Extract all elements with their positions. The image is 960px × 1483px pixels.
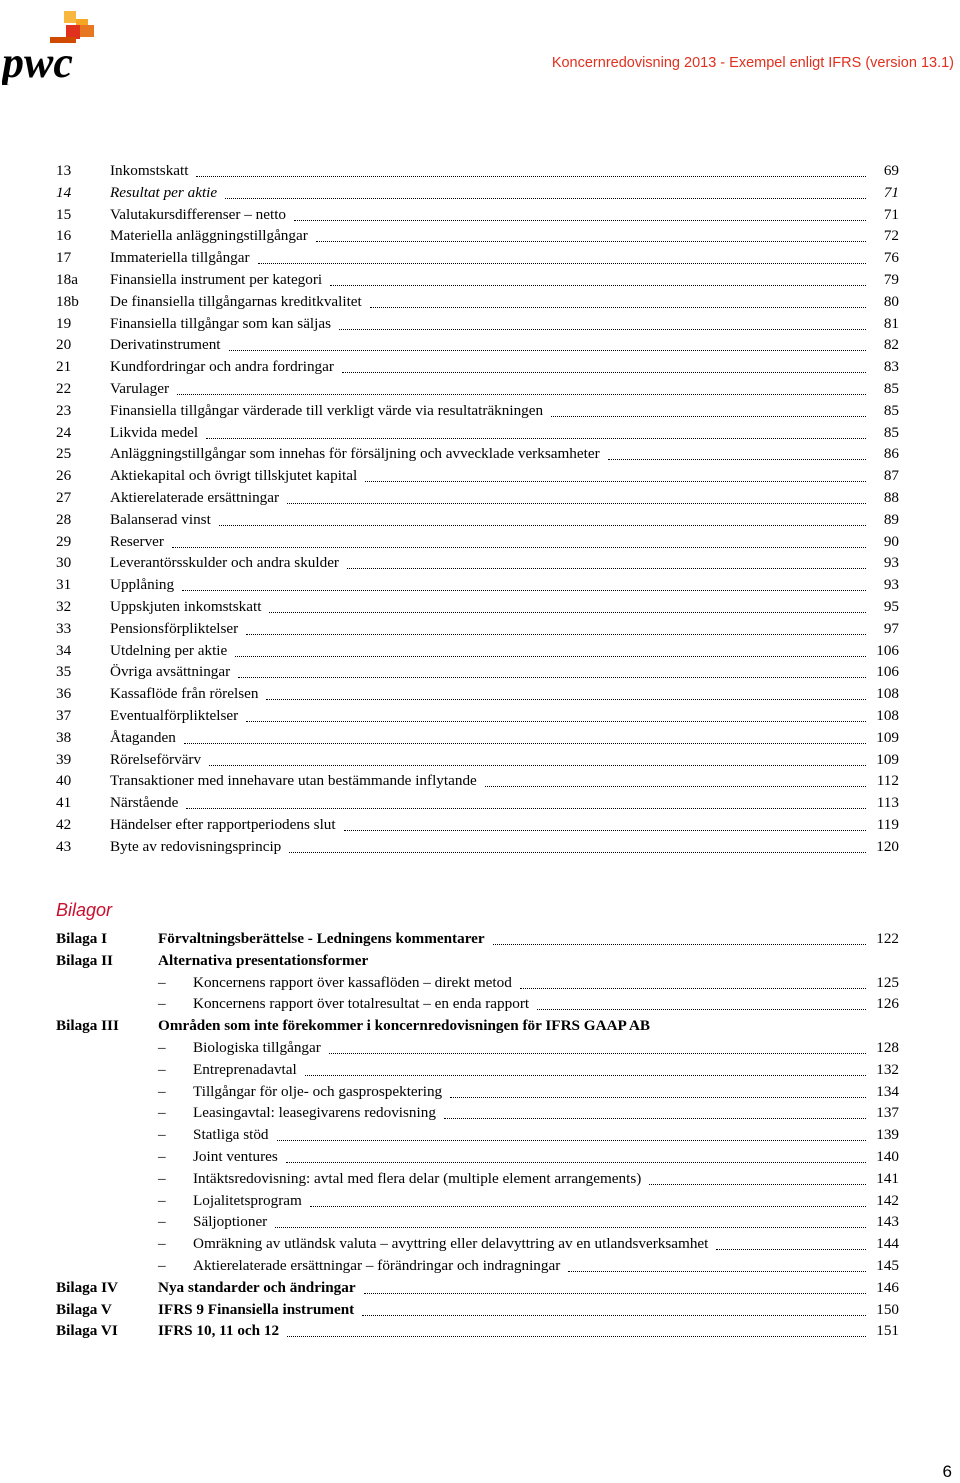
- toc-page: 72: [883, 227, 899, 245]
- toc-leader: [365, 481, 866, 482]
- appendix-page: 125: [876, 973, 899, 991]
- toc-row[interactable]: [0, 443, 960, 465]
- toc-number: 18b: [56, 292, 79, 310]
- toc-number: 21: [56, 358, 72, 376]
- appendix-leader: [287, 1336, 866, 1337]
- appendix-subtitle: Koncernens rapport över totalresultat – en enda rapport: [193, 993, 529, 1015]
- toc-number: 41: [56, 794, 72, 812]
- toc-number: 18a: [56, 271, 78, 288]
- toc-page: 71: [883, 183, 899, 201]
- toc-number: 23: [56, 401, 72, 419]
- toc-title: Närstående: [110, 792, 178, 814]
- appendix-page: 143: [876, 1213, 899, 1231]
- toc-number: 42: [56, 816, 72, 833]
- toc-page: 87: [883, 467, 899, 485]
- appendix-subtitle: Säljoptioner: [193, 1211, 267, 1233]
- toc-title: De finansiella tillgångarnas kreditkvalitet: [110, 291, 362, 313]
- appendix-leader: [362, 1315, 866, 1316]
- appendix-label: Bilaga V: [56, 1300, 112, 1318]
- appendix-page: 140: [876, 1148, 899, 1165]
- appendix-row[interactable]: [0, 1015, 960, 1037]
- toc-title: Finansiella tillgångar som kan säljas: [110, 313, 331, 335]
- appendix-leader: [537, 1009, 866, 1010]
- appendix-page: 146: [876, 1278, 899, 1296]
- toc-leader: [235, 656, 866, 657]
- appendix-subtitle: Intäktsredovisning: avtal med flera delar (multiple element arrangements): [193, 1168, 641, 1190]
- toc-row[interactable]: [0, 247, 960, 269]
- toc-number: 22: [56, 380, 72, 397]
- toc-page: 106: [876, 641, 899, 659]
- toc-number: 15: [56, 205, 72, 223]
- appendix-label: Bilaga VI: [56, 1322, 118, 1340]
- appendix-leader: [493, 944, 866, 945]
- appendix-title: Förvaltningsberättelse - Ledningens kommentarer: [158, 928, 485, 950]
- appendix-leader: [716, 1249, 866, 1250]
- toc-title: Byte av redovisningsprincip: [110, 836, 281, 858]
- toc-number: 35: [56, 663, 72, 681]
- dash-bullet: –: [158, 1148, 166, 1165]
- toc-leader: [551, 416, 866, 417]
- appendix-subrow[interactable]: [0, 1059, 960, 1081]
- toc-leader: [229, 350, 866, 351]
- toc-leader: [347, 568, 866, 569]
- toc-number: 40: [56, 772, 72, 790]
- toc-page: 69: [883, 162, 899, 179]
- toc-title: Valutakursdifferenser – netto: [110, 204, 286, 226]
- appendix-leader: [310, 1206, 866, 1207]
- toc-number: 13: [56, 162, 72, 179]
- appendix-subtitle: Entreprenadavtal: [193, 1059, 297, 1081]
- toc-row[interactable]: [0, 727, 960, 749]
- dash-bullet: –: [158, 1191, 166, 1209]
- toc-number: 17: [56, 249, 72, 267]
- toc-row[interactable]: [0, 422, 960, 444]
- toc-row[interactable]: [0, 640, 960, 662]
- toc-title: Övriga avsättningar: [110, 661, 230, 683]
- appendix-page: 128: [876, 1039, 899, 1056]
- toc-title: Derivatinstrument: [110, 334, 221, 356]
- toc-leader: [289, 852, 866, 853]
- toc-leader: [287, 503, 866, 504]
- dash-bullet: –: [158, 1213, 166, 1231]
- toc-number: 25: [56, 445, 72, 463]
- toc-row[interactable]: [0, 356, 960, 378]
- toc-leader: [186, 808, 866, 809]
- appendix-leader: [277, 1140, 866, 1141]
- toc-row[interactable]: [0, 836, 960, 858]
- appendix-subtitle: Joint ventures: [193, 1146, 278, 1168]
- appendix-title: Alternativa presentationsformer: [158, 950, 368, 972]
- appendix-page: 151: [876, 1322, 899, 1340]
- toc-title: Immateriella tillgångar: [110, 247, 250, 269]
- toc-number: 14: [56, 183, 72, 201]
- toc-row[interactable]: [0, 291, 960, 313]
- dash-bullet: –: [158, 1126, 166, 1144]
- dash-bullet: –: [158, 1060, 166, 1078]
- toc-page: 90: [883, 532, 899, 550]
- toc-page: 82: [883, 336, 899, 354]
- dash-bullet: –: [158, 1169, 166, 1187]
- appendix-subtitle: Tillgångar för olje- och gasprospektering: [193, 1081, 442, 1103]
- appendix-subtitle: Biologiska tillgångar: [193, 1037, 321, 1059]
- dash-bullet: –: [158, 1039, 166, 1056]
- toc-leader: [177, 394, 866, 395]
- toc-number: 27: [56, 489, 72, 506]
- appendix-subtitle: Lojalitetsprogram: [193, 1190, 302, 1212]
- toc-leader: [246, 634, 866, 635]
- appendix-label: Bilaga II: [56, 951, 113, 969]
- toc-number: 19: [56, 314, 72, 332]
- toc-page: 85: [883, 423, 899, 441]
- appendix-title: Nya standarder och ändringar: [158, 1277, 356, 1299]
- toc-title: Materiella anläggningstillgångar: [110, 225, 308, 247]
- toc-title: Åtaganden: [110, 727, 176, 749]
- toc-title: Kassaflöde från rörelsen: [110, 683, 258, 705]
- toc-row[interactable]: [0, 378, 960, 400]
- toc-leader: [266, 699, 866, 700]
- toc-title: Eventualförpliktelser: [110, 705, 238, 727]
- appendix-subrow[interactable]: [0, 1081, 960, 1103]
- toc-title: Balanserad vinst: [110, 509, 211, 531]
- dash-bullet: –: [158, 1104, 166, 1122]
- toc-number: 16: [56, 227, 72, 245]
- toc-row[interactable]: [0, 204, 960, 226]
- toc-page: 108: [876, 707, 899, 724]
- toc-page: 79: [883, 271, 899, 288]
- toc-number: 33: [56, 619, 72, 637]
- toc-leader: [238, 677, 866, 678]
- toc-row[interactable]: [0, 661, 960, 683]
- toc-title: Kundfordringar och andra fordringar: [110, 356, 334, 378]
- toc-title: Upplåning: [110, 574, 174, 596]
- toc-page: 109: [876, 728, 899, 746]
- toc-row[interactable]: [0, 334, 960, 356]
- toc-row[interactable]: [0, 182, 960, 204]
- toc-leader: [172, 547, 866, 548]
- toc-number: 34: [56, 641, 72, 659]
- toc-row[interactable]: [0, 400, 960, 422]
- appendix-subtitle: Aktierelaterade ersättningar – förändringar och indragningar: [193, 1255, 560, 1277]
- appendix-row[interactable]: [0, 1299, 960, 1321]
- toc-row[interactable]: [0, 792, 960, 814]
- appendix-leader: [450, 1097, 866, 1098]
- toc-leader: [184, 743, 866, 744]
- appendix-row[interactable]: [0, 928, 960, 950]
- appendix-leader: [520, 988, 866, 989]
- appendix-page: 132: [876, 1060, 899, 1078]
- toc-page: 106: [876, 663, 899, 681]
- appendix-page: 142: [876, 1191, 899, 1209]
- appendix-page: 122: [876, 930, 899, 947]
- appendix-leader: [364, 1293, 866, 1294]
- toc-page: 83: [883, 358, 899, 376]
- appendix-page: 137: [876, 1104, 899, 1122]
- toc-leader: [339, 329, 866, 330]
- toc-title: Reserver: [110, 531, 164, 553]
- appendix-leader: [649, 1184, 866, 1185]
- appendix-page: 141: [876, 1169, 899, 1187]
- appendix-row[interactable]: [0, 950, 960, 972]
- appendix-label: Bilaga IV: [56, 1278, 119, 1296]
- appendix-leader: [275, 1227, 866, 1228]
- document-header-title: Koncernredovisning 2013 - Exempel enligt IFRS (version 13.1): [551, 55, 954, 71]
- toc-page: 113: [876, 794, 899, 812]
- toc-page: 86: [883, 445, 899, 463]
- toc-number: 20: [56, 336, 72, 354]
- toc-row[interactable]: [0, 225, 960, 247]
- appendix-subrow[interactable]: [0, 993, 960, 1015]
- toc-title: Uppskjuten inkomstskatt: [110, 596, 261, 618]
- appendix-page: 150: [876, 1300, 899, 1318]
- appendix-leader: [444, 1118, 866, 1119]
- toc-number: 36: [56, 685, 72, 703]
- dash-bullet: –: [158, 995, 166, 1013]
- svg-text:pwc: pwc: [2, 38, 73, 85]
- toc-row[interactable]: [0, 770, 960, 792]
- appendix-subtitle: Statliga stöd: [193, 1124, 269, 1146]
- appendix-subrow[interactable]: [0, 1037, 960, 1059]
- toc-page: 120: [876, 837, 899, 855]
- toc-title: Resultat per aktie: [110, 182, 217, 204]
- toc-title: Leverantörsskulder och andra skulder: [110, 552, 339, 574]
- appendix-subrow[interactable]: [0, 1233, 960, 1255]
- appendix-title: IFRS 9 Finansiella instrument: [158, 1299, 354, 1321]
- toc-page: 97: [883, 619, 899, 637]
- toc-page: 80: [883, 292, 899, 310]
- appendix-subrow[interactable]: [0, 1102, 960, 1124]
- appendix-page: 134: [876, 1082, 899, 1100]
- toc-number: 29: [56, 532, 72, 550]
- appendix-subrow[interactable]: [0, 1211, 960, 1233]
- toc-leader: [196, 176, 866, 177]
- toc-row[interactable]: [0, 596, 960, 618]
- toc-row[interactable]: [0, 705, 960, 727]
- appendix-subrow[interactable]: [0, 1124, 960, 1146]
- appendix-row[interactable]: [0, 1277, 960, 1299]
- dash-bullet: –: [158, 1082, 166, 1100]
- page-number: 6: [942, 1462, 952, 1481]
- toc-row[interactable]: [0, 269, 960, 291]
- toc-leader: [269, 612, 866, 613]
- toc-leader: [330, 285, 866, 286]
- toc-page: 85: [883, 401, 899, 419]
- toc-row[interactable]: [0, 313, 960, 335]
- toc-title: Anläggningstillgångar som innehas för försäljning och avvecklade verksamheter: [110, 443, 600, 465]
- toc-row[interactable]: [0, 749, 960, 771]
- dash-bullet: –: [158, 1257, 166, 1274]
- toc-title: Varulager: [110, 378, 169, 400]
- toc-page: 93: [883, 554, 899, 572]
- toc-title: Aktiekapital och övrigt tillskjutet kapital: [110, 465, 357, 487]
- toc-number: 37: [56, 707, 72, 724]
- toc-leader: [342, 372, 866, 373]
- appendix-subrow[interactable]: [0, 1168, 960, 1190]
- toc-title: Finansiella instrument per kategori: [110, 269, 322, 291]
- appendix-subrow[interactable]: [0, 972, 960, 994]
- toc-row[interactable]: [0, 618, 960, 640]
- toc-row[interactable]: [0, 814, 960, 836]
- toc-leader: [225, 198, 866, 199]
- toc-row[interactable]: [0, 487, 960, 509]
- toc-page: 88: [883, 489, 899, 506]
- toc-title: Transaktioner med innehavare utan bestämmande inflytande: [110, 770, 477, 792]
- toc-leader: [219, 525, 866, 526]
- toc-page: 71: [883, 205, 899, 223]
- toc-page: 95: [883, 598, 899, 615]
- toc-leader: [294, 220, 866, 221]
- appendix-subtitle: Leasingavtal: leasegivarens redovisning: [193, 1102, 436, 1124]
- appendix-page: 126: [876, 995, 899, 1013]
- toc-row[interactable]: [0, 683, 960, 705]
- appendix-label: Bilaga III: [56, 1017, 119, 1035]
- toc-page: 109: [876, 750, 899, 768]
- toc-leader: [206, 438, 866, 439]
- toc-title: Pensionsförpliktelser: [110, 618, 238, 640]
- appendix-leader: [329, 1053, 866, 1054]
- toc-number: 32: [56, 598, 72, 615]
- appendix-subtitle: Koncernens rapport över kassaflöden – direkt metod: [193, 972, 512, 994]
- toc-leader: [209, 765, 866, 766]
- appendix-label: Bilaga I: [56, 930, 108, 947]
- toc-page: 119: [876, 816, 899, 833]
- toc-title: Inkomstskatt: [110, 160, 188, 182]
- toc-leader: [316, 241, 866, 242]
- toc-row[interactable]: [0, 465, 960, 487]
- toc-title: Utdelning per aktie: [110, 640, 227, 662]
- toc-title: Likvida medel: [110, 422, 198, 444]
- toc-number: 39: [56, 750, 72, 768]
- toc-page: 81: [883, 314, 899, 332]
- toc-number: 30: [56, 554, 72, 572]
- toc-page: 93: [883, 576, 899, 594]
- toc-page: 85: [883, 380, 899, 397]
- appendix-subrow[interactable]: [0, 1146, 960, 1168]
- toc-row[interactable]: [0, 160, 960, 182]
- toc-page: 76: [883, 249, 899, 267]
- toc-title: Rörelseförvärv: [110, 749, 201, 771]
- appendix-leader: [286, 1162, 866, 1163]
- toc-number: 28: [56, 510, 72, 528]
- toc-row[interactable]: [0, 574, 960, 596]
- appendix-row[interactable]: [0, 1320, 960, 1342]
- toc-leader: [182, 590, 866, 591]
- toc-leader: [246, 721, 866, 722]
- toc-number: 43: [56, 837, 72, 855]
- appendix-subtitle: Omräkning av utländsk valuta – avyttring eller delavyttring av en utlandsverksamhet: [193, 1233, 708, 1255]
- appendix-subrow[interactable]: [0, 1190, 960, 1212]
- dash-bullet: –: [158, 973, 166, 991]
- toc-leader: [370, 307, 866, 308]
- appendix-page: 144: [876, 1235, 899, 1253]
- toc-page: 89: [883, 510, 899, 528]
- toc-leader: [608, 459, 866, 460]
- pwc-logo: [2, 5, 112, 85]
- toc-page: 108: [876, 685, 899, 703]
- toc-number: 38: [56, 728, 72, 746]
- appendix-subrow[interactable]: [0, 1255, 960, 1277]
- toc-row[interactable]: [0, 531, 960, 553]
- toc-page: 112: [876, 772, 899, 790]
- toc-title: Händelser efter rapportperiodens slut: [110, 814, 336, 836]
- toc-title: Finansiella tillgångar värderade till verkligt värde via resultaträkningen: [110, 400, 543, 422]
- appendix-page: 145: [876, 1257, 899, 1274]
- appendix-title: IFRS 10, 11 och 12: [158, 1320, 279, 1342]
- dash-bullet: –: [158, 1235, 166, 1253]
- appendix-title: Områden som inte förekommer i koncernredovisningen för IFRS GAAP AB: [158, 1015, 650, 1037]
- toc-number: 24: [56, 423, 72, 441]
- toc-number: 31: [56, 576, 72, 594]
- toc-row[interactable]: [0, 509, 960, 531]
- appendix-page: 139: [876, 1126, 899, 1144]
- toc-leader: [344, 830, 866, 831]
- toc-title: Aktierelaterade ersättningar: [110, 487, 279, 509]
- appendix-leader: [305, 1075, 866, 1076]
- toc-row[interactable]: [0, 552, 960, 574]
- appendix-leader: [568, 1271, 866, 1272]
- toc-number: 26: [56, 467, 72, 485]
- toc-leader: [485, 786, 866, 787]
- bilagor-heading: Bilagor: [56, 900, 113, 920]
- toc-leader: [258, 263, 866, 264]
